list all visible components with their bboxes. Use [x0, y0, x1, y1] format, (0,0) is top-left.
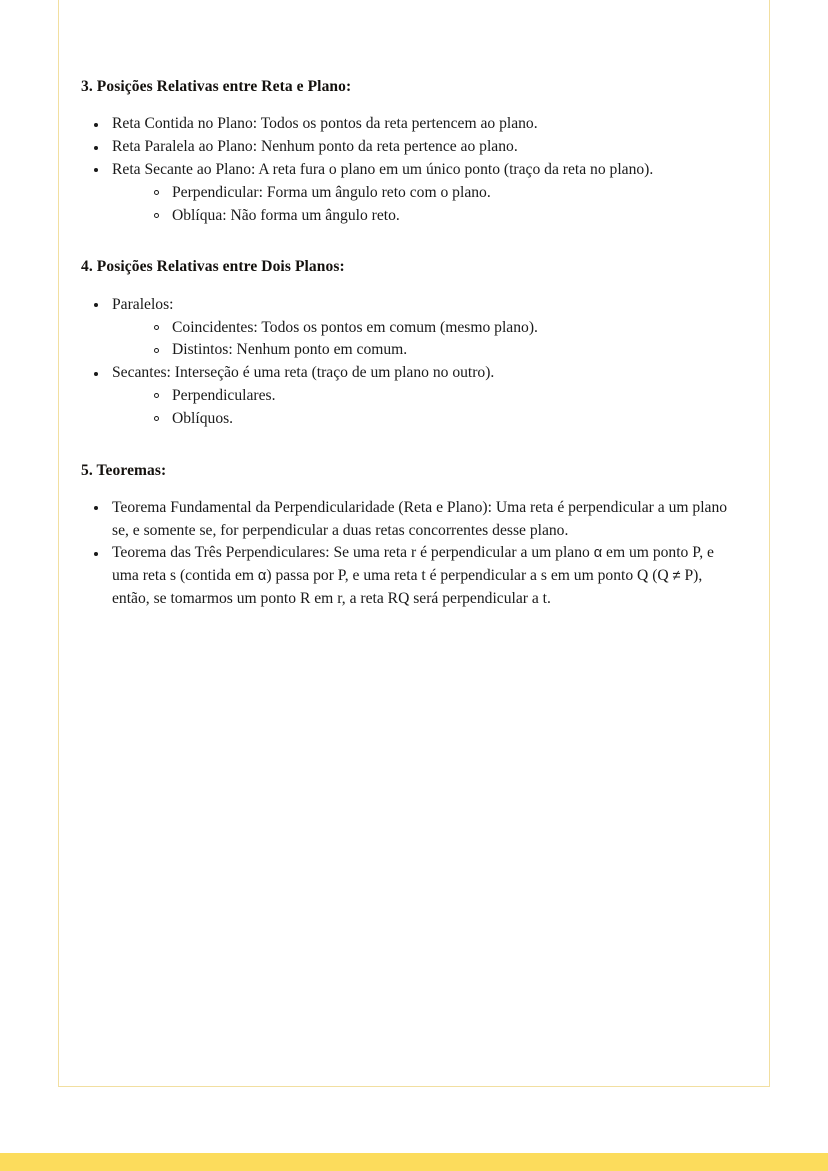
bullet-disc-icon: [94, 372, 98, 376]
sub-list: [112, 182, 731, 228]
sub-list-item-label: Oblíquos.: [172, 409, 234, 427]
section-heading-3: 3. Posições Relativas entre Reta e Plano:: [81, 78, 352, 95]
list-item: [81, 294, 731, 362]
sub-list-item-label: Coincidentes: Todos os pontos em comum (mesmo plano).: [172, 318, 538, 336]
section-heading-5: 5. Teoremas:: [81, 461, 167, 479]
bottom-accent-bar: [0, 1153, 828, 1171]
list-item: [81, 362, 731, 430]
sub-list-item: [142, 205, 731, 228]
list-item-label: Secantes: Interseção é uma reta (traço de um plano no outro).: [112, 364, 495, 382]
list-item: [81, 113, 731, 136]
bullet-disc-icon: [94, 146, 98, 150]
list-item: [81, 497, 731, 543]
bullet-ring-icon: [154, 416, 159, 421]
sub-list-item-label: Distintos: Nenhum ponto em comum.: [172, 341, 408, 359]
document-content: [59, 0, 769, 611]
math-glyph: ≠: [672, 568, 681, 585]
sub-list: [112, 317, 731, 363]
sub-list-item-label: Oblíqua: Não forma um ângulo reto.: [172, 206, 400, 224]
document-page-card: [58, 0, 770, 1087]
list-item: [81, 136, 731, 159]
sub-list-item: [142, 408, 731, 431]
sub-list-item: [142, 317, 731, 340]
sub-list-item: [142, 339, 731, 362]
bullet-ring-icon: [154, 213, 159, 218]
section-3-list: [81, 113, 731, 227]
list-item-label: Reta Paralela ao Plano: Nenhum ponto da reta pertence ao plano.: [112, 138, 518, 156]
list-item-label: Paralelos:: [112, 295, 174, 313]
list-item: [81, 159, 731, 227]
math-glyph: α: [257, 568, 267, 585]
bullet-ring-icon: [154, 190, 159, 195]
sub-list: [112, 385, 731, 431]
bullet-disc-icon: [94, 303, 98, 307]
section-5-list: [81, 497, 731, 611]
sub-list-item: [142, 385, 731, 408]
sub-list-item: [142, 182, 731, 205]
list-item: [81, 542, 731, 610]
math-glyph: α: [593, 545, 603, 562]
section-4-list: [81, 294, 731, 431]
list-item-label: Teorema das Três Perpendiculares: Se uma reta r é perpendicular a um plano α em um ponto P, e uma reta s (contida em α) passa por P, e uma reta t é perpendicular a s em um ponto Q (Q ≠ P), então, se tomarmos um ponto R em r, a reta RQ será perpendicular a t.: [112, 544, 714, 608]
list-item-label: Reta Contida no Plano: Todos os pontos da reta pertencem ao plano.: [112, 115, 538, 133]
list-item-label: Reta Secante ao Plano: A reta fura o plano em um único ponto (traço da reta no plano).: [112, 160, 654, 178]
bullet-disc-icon: [94, 123, 98, 127]
bullet-ring-icon: [154, 348, 159, 353]
bullet-disc-icon: [94, 552, 98, 556]
bullet-disc-icon: [94, 168, 98, 172]
sub-list-item-label: Perpendiculares.: [172, 386, 276, 404]
bullet-ring-icon: [154, 393, 159, 398]
bullet-disc-icon: [94, 506, 98, 510]
bullet-ring-icon: [154, 325, 159, 330]
section-heading-4: 4. Posições Relativas entre Dois Planos:: [81, 258, 345, 276]
list-item-label: Teorema Fundamental da Perpendicularidade (Reta e Plano): Uma reta é perpendicular a um plano se, e somente se, for perpendicular a duas retas concorrentes desse plano.: [112, 498, 728, 539]
sub-list-item-label: Perpendicular: Forma um ângulo reto com o plano.: [172, 183, 491, 201]
